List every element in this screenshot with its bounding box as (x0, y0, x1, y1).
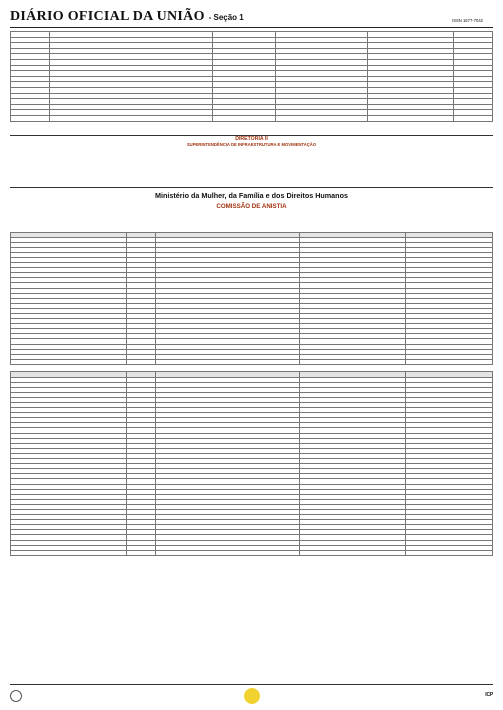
table-cell (406, 359, 493, 364)
table-row (11, 550, 493, 555)
table-row (11, 359, 493, 364)
table-cell (406, 550, 493, 555)
table-row (11, 115, 493, 121)
masthead-info (452, 18, 493, 25)
requerimento-table (10, 232, 493, 365)
table-cell (276, 115, 368, 121)
issn: ISSN 1677-7042 (452, 17, 483, 23)
paper-title-group (10, 8, 244, 26)
national-seal-icon (10, 690, 22, 702)
table-cell (367, 115, 454, 121)
ministry-name: Ministério da Mulher, da Família e dos Direitos Humanos (155, 191, 348, 200)
authorization-paragraph (10, 170, 493, 174)
table-cell (213, 115, 276, 121)
masthead (10, 8, 493, 28)
authorization-title (10, 149, 493, 154)
paper-name: DIÁRIO OFICIAL DA UNIÃO (10, 8, 205, 24)
table-cell (155, 359, 300, 364)
table-cell (155, 550, 300, 555)
requerimento-table-body (11, 237, 493, 364)
table-cell (11, 115, 50, 121)
table-cell (126, 359, 155, 364)
page-footer (10, 684, 493, 706)
footer-left (10, 690, 200, 702)
section-divider (10, 187, 493, 188)
table-cell (126, 550, 155, 555)
authorization-paragraph (10, 155, 493, 159)
authorization-paragraph (10, 165, 493, 169)
table-cell (11, 550, 127, 555)
registration-table (10, 31, 493, 122)
paper-section: - Seção 1 (208, 12, 244, 22)
table-cell (454, 115, 493, 121)
authorization-paragraph (10, 160, 493, 164)
registration-table-body (11, 32, 493, 122)
table-cell (49, 115, 213, 121)
session-subtitle (10, 216, 493, 221)
commission-name: COMISSÃO DE ANISTIA (216, 203, 287, 210)
requerimento-table-body (11, 377, 493, 555)
footer-right (303, 692, 493, 698)
directorate-subtitle: SUPERINTENDÊNCIA DE INFRAESTRUTURA E MOVIMENTAÇÃO (186, 142, 317, 147)
table-cell (11, 359, 127, 364)
requerimento-table (10, 371, 493, 555)
session-intro (10, 221, 493, 225)
directorate-title: DIRETORIA II (235, 135, 268, 142)
icp-brasil-logo: ICP (485, 692, 493, 699)
signature (10, 125, 493, 131)
signature (10, 177, 493, 183)
table-cell (300, 550, 406, 555)
table-cell (300, 359, 406, 364)
page-number-badge (244, 688, 260, 704)
